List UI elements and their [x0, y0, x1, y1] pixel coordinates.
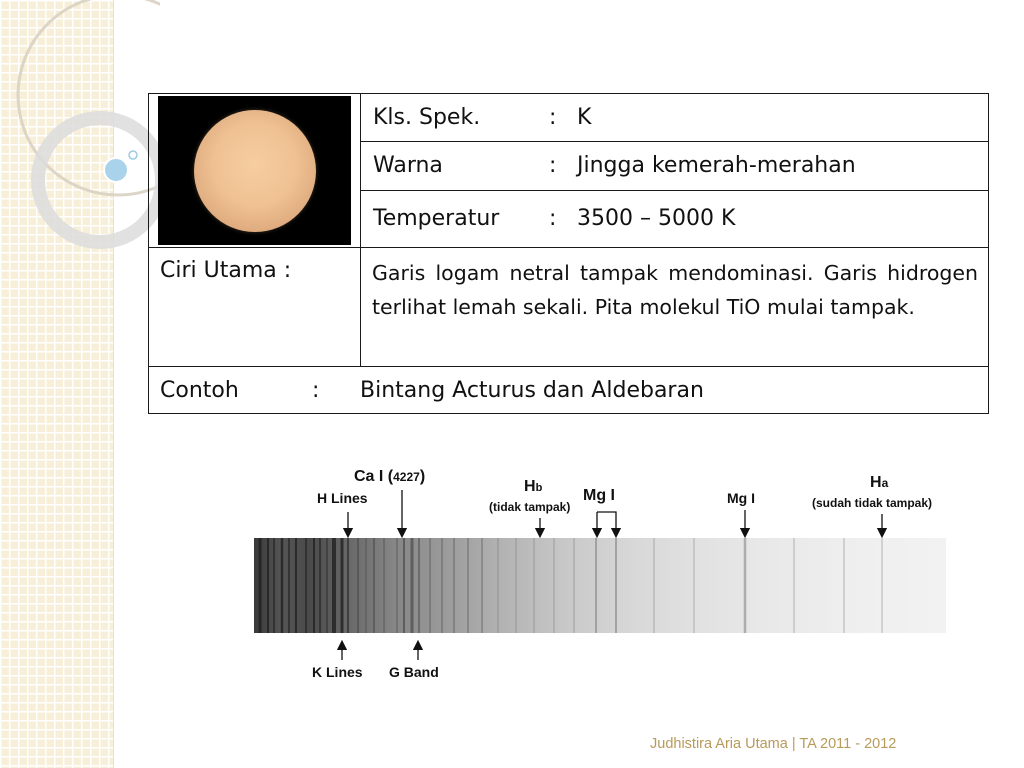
label-h-lines: H Lines	[317, 490, 368, 506]
ca-i-text: Ca I (	[354, 468, 394, 485]
spectrum-lines	[254, 538, 946, 633]
h-beta-sub: b	[535, 482, 543, 494]
row-color	[361, 142, 989, 190]
row-label: Temperatur	[373, 206, 500, 232]
row-colon: :	[549, 206, 557, 232]
decorative-rings	[0, 0, 160, 260]
label-h-beta-note: (tidak tampak)	[489, 500, 571, 514]
main-features-text: Garis logam netral tampak mendominasi. Garis hidrogen terlihat lemah sekali. Pita molekul TiO mulai tampak.	[361, 248, 989, 367]
row-label: Warna	[373, 153, 443, 179]
label-h-beta	[524, 478, 542, 496]
ca-i-close: )	[419, 468, 426, 485]
slide-footer: Judhistira Aria Utama | TA 2011 - 2012	[650, 736, 897, 752]
h-alpha-main: H	[870, 474, 882, 491]
star-image-cell	[149, 94, 361, 248]
example-value: Bintang Acturus dan Aldebaran	[360, 377, 704, 403]
ca-i-wavelength: 4227	[393, 470, 420, 484]
label-h-alpha-note: (sudah tidak tampak)	[812, 496, 933, 510]
example-row	[149, 367, 989, 414]
row-colon: :	[549, 153, 557, 179]
label-g-band: G Band	[389, 664, 439, 680]
row-value: Jingga kemerah-merahan	[577, 153, 856, 179]
label-h-alpha	[870, 474, 888, 492]
example-colon: :	[312, 377, 320, 403]
main-features-label: Ciri Utama :	[149, 248, 361, 367]
row-colon: :	[549, 105, 557, 131]
row-value: K	[577, 105, 592, 131]
label-k-lines: K Lines	[312, 664, 363, 680]
label-mg-i-pair: Mg I	[583, 487, 615, 504]
spectral-class-table	[148, 93, 989, 414]
label-ca-i	[354, 468, 425, 486]
h-alpha-sub: a	[881, 476, 889, 490]
k-type-spectrum	[254, 538, 946, 633]
row-temperature	[361, 190, 989, 248]
label-mg-i: Mg I	[727, 490, 755, 506]
star-disc	[194, 110, 316, 232]
row-value: 3500 – 5000 K	[577, 206, 736, 232]
star-image	[158, 96, 351, 245]
example-label: Contoh	[160, 377, 239, 403]
row-spectral-class	[361, 94, 989, 142]
row-label: Kls. Spek.	[373, 105, 481, 131]
h-beta-main: H	[524, 478, 536, 495]
